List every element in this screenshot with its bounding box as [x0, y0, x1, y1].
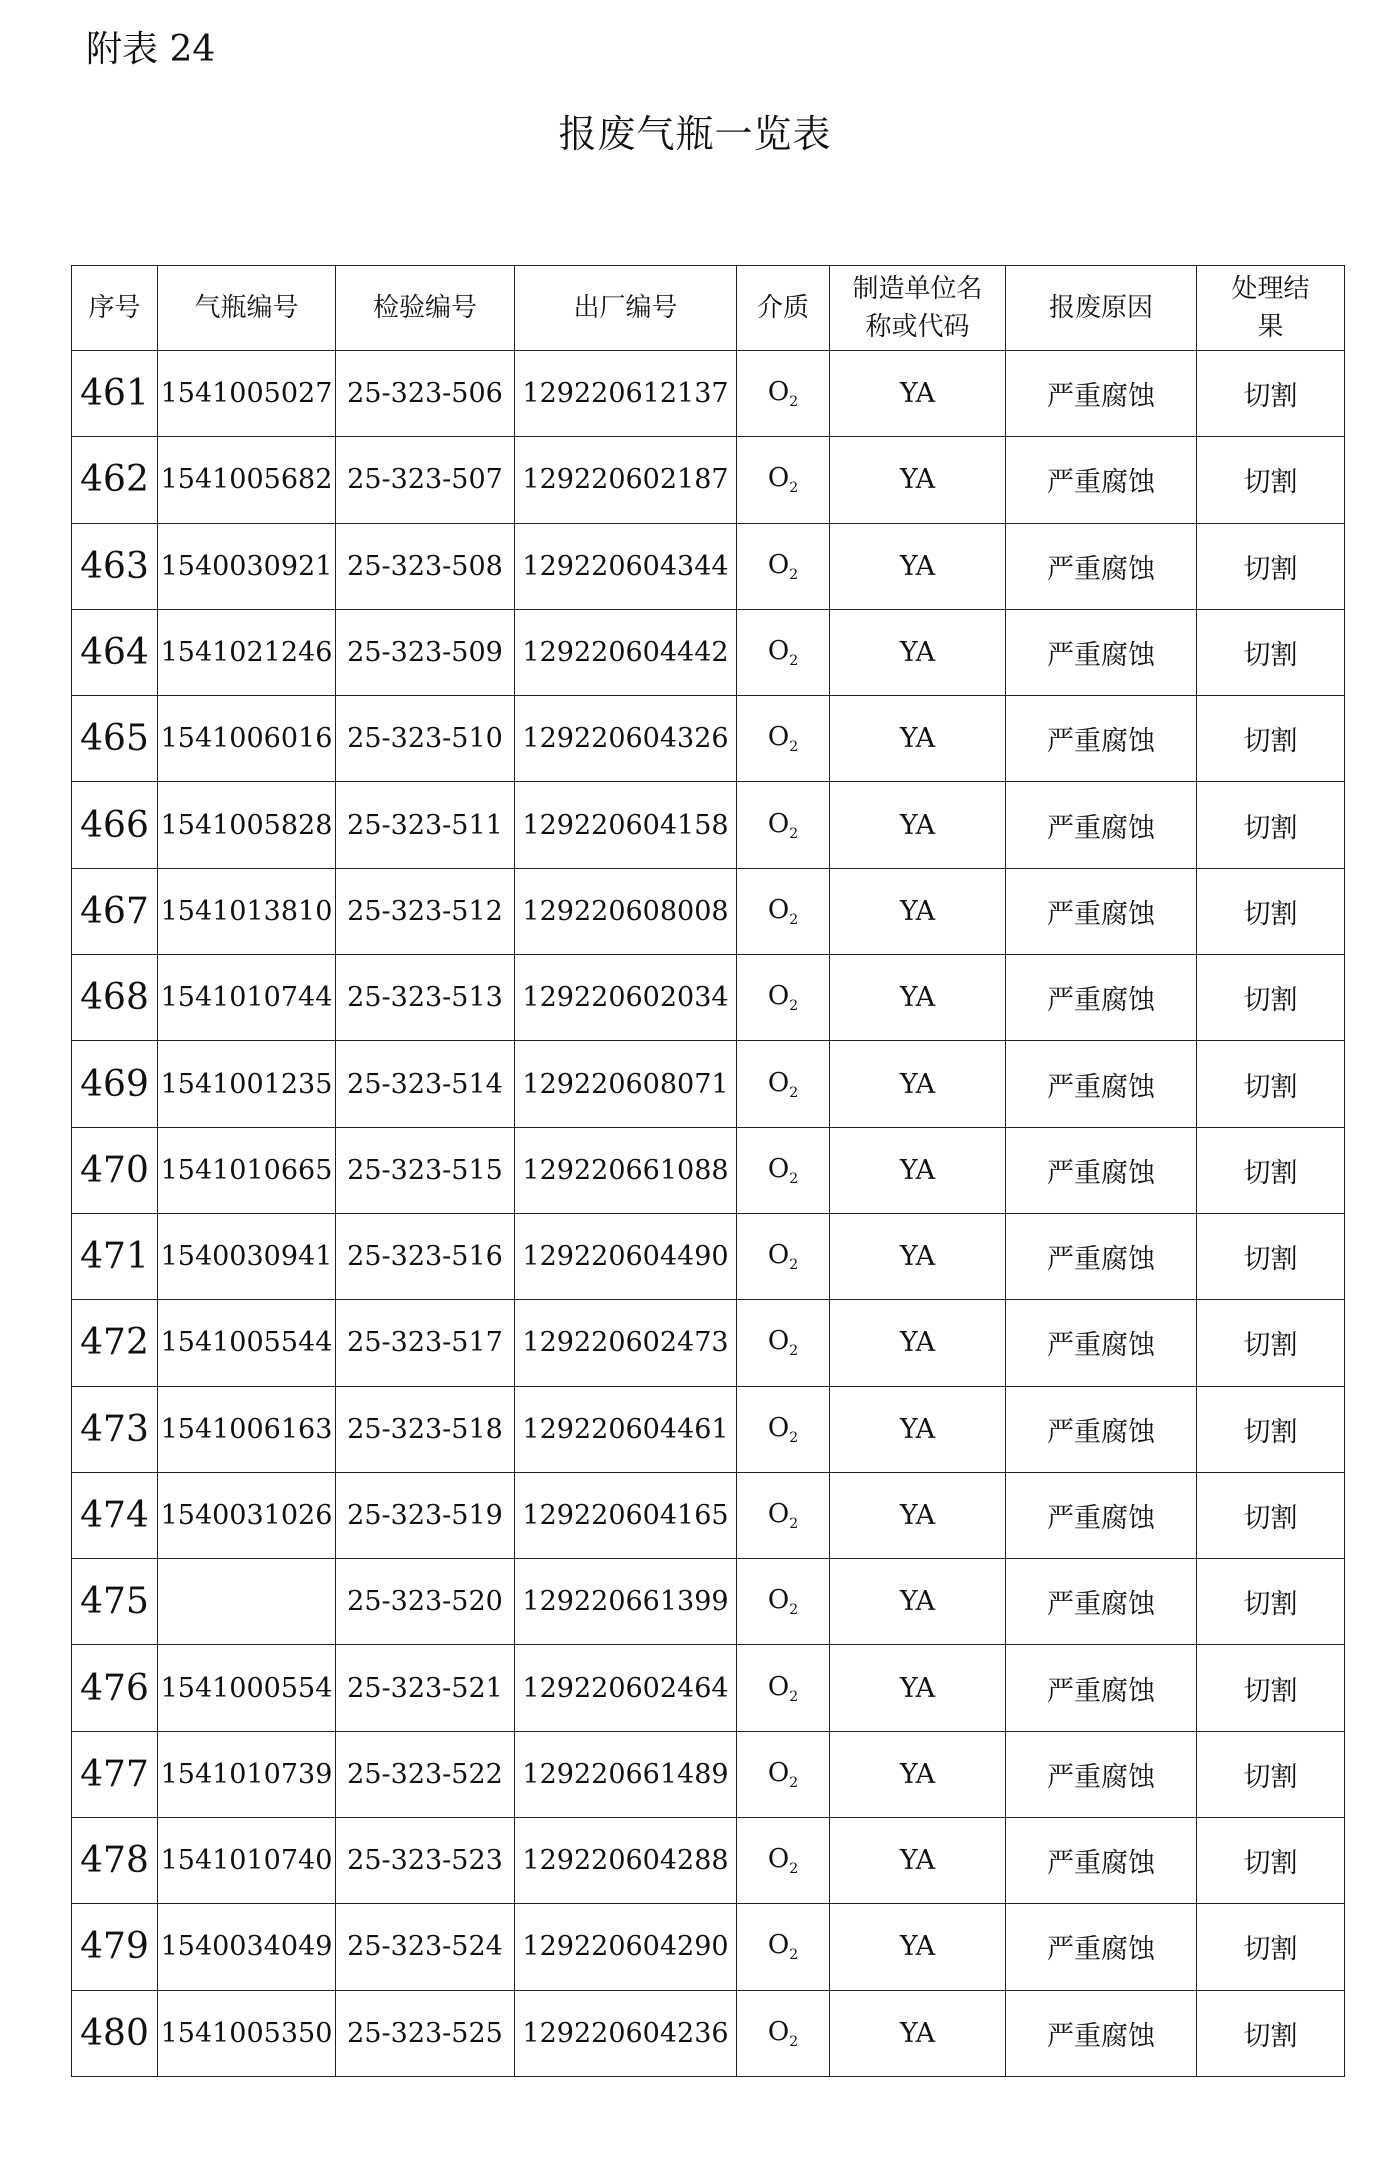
cell-factory-no: 129220604165	[515, 1472, 737, 1558]
cell-result: 切割	[1197, 1904, 1345, 1990]
medium-subscript: 2	[789, 911, 799, 928]
cell-medium	[737, 1300, 830, 1386]
medium-subscript: 2	[789, 2033, 799, 2050]
table-body	[72, 351, 1345, 2077]
cell-inspection-no: 25-323-516	[336, 1213, 515, 1299]
cell-seq: 466	[72, 782, 158, 868]
cell-inspection-no: 25-323-524	[336, 1904, 515, 1990]
medium-subscript: 2	[789, 1429, 799, 1446]
cell-medium	[737, 523, 830, 609]
header-medium: 介质	[737, 266, 830, 351]
cell-cylinder-no: 1540031026	[158, 1472, 336, 1558]
cell-result: 切割	[1197, 1990, 1345, 2076]
cell-cylinder-no: 1541005544	[158, 1300, 336, 1386]
medium-subscript: 2	[789, 1343, 799, 1360]
cell-factory-no: 129220604158	[515, 782, 737, 868]
cell-reason: 严重腐蚀	[1006, 1645, 1197, 1731]
medium-subscript: 2	[789, 394, 799, 411]
cell-seq: 467	[72, 868, 158, 954]
cell-seq: 469	[72, 1041, 158, 1127]
cell-inspection-no: 25-323-506	[336, 351, 515, 437]
cell-medium	[737, 1386, 830, 1472]
medium-symbol: O	[767, 981, 790, 1012]
cell-cylinder-no: 1541013810	[158, 868, 336, 954]
cell-seq: 480	[72, 1990, 158, 2076]
cell-cylinder-no: 1540034049	[158, 1904, 336, 1990]
cell-cylinder-no: 1541010744	[158, 955, 336, 1041]
medium-symbol: O	[767, 722, 790, 753]
cell-seq: 465	[72, 696, 158, 782]
cell-factory-no: 129220604288	[515, 1818, 737, 1904]
medium-subscript: 2	[789, 1257, 799, 1274]
cell-factory-no: 129220604344	[515, 523, 737, 609]
table-row	[72, 609, 1345, 695]
cell-seq: 471	[72, 1213, 158, 1299]
cell-factory-no: 129220608071	[515, 1041, 737, 1127]
cell-inspection-no: 25-323-522	[336, 1731, 515, 1817]
medium-symbol: O	[767, 1067, 790, 1098]
medium-subscript: 2	[789, 825, 799, 842]
cell-inspection-no: 25-323-523	[336, 1818, 515, 1904]
medium-symbol: O	[767, 1930, 790, 1961]
cell-cylinder-no: 1541000554	[158, 1645, 336, 1731]
cell-seq: 477	[72, 1731, 158, 1817]
cell-inspection-no: 25-323-512	[336, 868, 515, 954]
header-reason: 报废原因	[1006, 266, 1197, 351]
cell-reason: 严重腐蚀	[1006, 1127, 1197, 1213]
cell-seq: 475	[72, 1559, 158, 1645]
header-manufacturer-line1: 制造单位名	[852, 274, 983, 304]
cell-inspection-no: 25-323-511	[336, 782, 515, 868]
cell-manufacturer: YA	[830, 1645, 1006, 1731]
cell-cylinder-no: 1540030941	[158, 1213, 336, 1299]
cell-factory-no: 129220602034	[515, 955, 737, 1041]
cell-inspection-no: 25-323-514	[336, 1041, 515, 1127]
cell-seq: 473	[72, 1386, 158, 1472]
cell-reason: 严重腐蚀	[1006, 351, 1197, 437]
cell-medium	[737, 1731, 830, 1817]
cell-medium	[737, 1041, 830, 1127]
cell-cylinder-no: 1541005027	[158, 351, 336, 437]
medium-symbol: O	[767, 2016, 790, 2047]
medium-subscript: 2	[789, 998, 799, 1015]
cell-result: 切割	[1197, 351, 1345, 437]
cell-manufacturer: YA	[830, 523, 1006, 609]
cell-manufacturer: YA	[830, 1472, 1006, 1558]
cell-result: 切割	[1197, 1559, 1345, 1645]
cell-factory-no: 129220612137	[515, 351, 737, 437]
medium-symbol: O	[767, 377, 790, 408]
cell-manufacturer: YA	[830, 1300, 1006, 1386]
cell-factory-no: 129220608008	[515, 868, 737, 954]
table-header-row	[72, 266, 1345, 351]
table-row	[72, 1300, 1345, 1386]
table-row	[72, 1559, 1345, 1645]
cell-cylinder-no: 1540030921	[158, 523, 336, 609]
table-row	[72, 351, 1345, 437]
cell-seq: 478	[72, 1818, 158, 1904]
medium-symbol: O	[767, 1240, 790, 1271]
table-row	[72, 1731, 1345, 1817]
cell-factory-no: 129220604461	[515, 1386, 737, 1472]
cell-factory-no: 129220604326	[515, 696, 737, 782]
header-result-line1: 处理结	[1231, 274, 1310, 304]
medium-subscript: 2	[789, 1947, 799, 1964]
cell-factory-no: 129220604236	[515, 1990, 737, 2076]
medium-subscript: 2	[789, 1774, 799, 1791]
cell-manufacturer: YA	[830, 1559, 1006, 1645]
medium-symbol: O	[767, 1757, 790, 1788]
cell-seq: 468	[72, 955, 158, 1041]
medium-subscript: 2	[789, 1516, 799, 1532]
cell-cylinder-no: 1541005350	[158, 1990, 336, 2076]
cell-manufacturer: YA	[830, 1386, 1006, 1472]
cell-manufacturer: YA	[830, 437, 1006, 523]
cell-medium	[737, 437, 830, 523]
cell-medium	[737, 1127, 830, 1213]
header-cylinder-no: 气瓶编号	[158, 266, 336, 351]
cell-medium	[737, 782, 830, 868]
table-row	[72, 437, 1345, 523]
appendix-label: 附表 24	[86, 29, 216, 70]
scrapped-cylinder-table	[71, 265, 1345, 2077]
cell-medium	[737, 1213, 830, 1299]
medium-subscript: 2	[789, 1688, 799, 1705]
table-row	[72, 1386, 1345, 1472]
cell-reason: 严重腐蚀	[1006, 782, 1197, 868]
cell-cylinder-no: 1541010739	[158, 1731, 336, 1817]
cell-manufacturer: YA	[830, 868, 1006, 954]
medium-symbol: O	[767, 1671, 790, 1702]
table-row	[72, 523, 1345, 609]
cell-cylinder-no: 1541021246	[158, 609, 336, 695]
cell-medium	[737, 955, 830, 1041]
cell-reason: 严重腐蚀	[1006, 523, 1197, 609]
cell-reason: 严重腐蚀	[1006, 1818, 1197, 1904]
cell-manufacturer: YA	[830, 782, 1006, 868]
cell-factory-no: 129220604442	[515, 609, 737, 695]
cell-cylinder-no: 1541006016	[158, 696, 336, 782]
table-row	[72, 1472, 1345, 1558]
cell-seq: 476	[72, 1645, 158, 1731]
cell-reason: 严重腐蚀	[1006, 955, 1197, 1041]
table-row	[72, 1818, 1345, 1904]
cell-manufacturer: YA	[830, 955, 1006, 1041]
cell-inspection-no: 25-323-517	[336, 1300, 515, 1386]
cell-cylinder-no: 1541005682	[158, 437, 336, 523]
cell-factory-no: 129220661489	[515, 1731, 737, 1817]
medium-subscript: 2	[789, 1861, 799, 1878]
table-row	[72, 1127, 1345, 1213]
table-row	[72, 868, 1345, 954]
header-inspection-no: 检验编号	[336, 266, 515, 351]
cell-result: 切割	[1197, 1386, 1345, 1472]
cell-inspection-no: 25-323-519	[336, 1472, 515, 1558]
cell-manufacturer: YA	[830, 1041, 1006, 1127]
table-row	[72, 1990, 1345, 2076]
header-result	[1197, 266, 1345, 351]
cell-cylinder-no: 1541006163	[158, 1386, 336, 1472]
medium-subscript: 2	[789, 1170, 799, 1187]
cell-reason: 严重腐蚀	[1006, 1386, 1197, 1472]
cell-medium	[737, 1818, 830, 1904]
cell-medium	[737, 1472, 830, 1558]
medium-symbol: O	[767, 808, 790, 839]
table-row	[72, 1213, 1345, 1299]
cell-result: 切割	[1197, 1300, 1345, 1386]
cell-reason: 严重腐蚀	[1006, 1300, 1197, 1386]
medium-symbol: O	[767, 1412, 790, 1443]
cell-reason: 严重腐蚀	[1006, 1559, 1197, 1645]
cell-factory-no: 129220604290	[515, 1904, 737, 1990]
cell-inspection-no: 25-323-508	[336, 523, 515, 609]
table-row	[72, 782, 1345, 868]
cell-medium	[737, 1559, 830, 1645]
table-row	[72, 1904, 1345, 1990]
medium-subscript: 2	[789, 1084, 799, 1101]
cell-manufacturer: YA	[830, 609, 1006, 695]
header-manufacturer	[830, 266, 1006, 351]
cell-result: 切割	[1197, 782, 1345, 868]
cell-result: 切割	[1197, 868, 1345, 954]
cell-seq: 474	[72, 1472, 158, 1558]
cell-reason: 严重腐蚀	[1006, 868, 1197, 954]
cell-inspection-no: 25-323-515	[336, 1127, 515, 1213]
cell-inspection-no: 25-323-525	[336, 1990, 515, 2076]
cell-reason: 严重腐蚀	[1006, 696, 1197, 782]
cell-result: 切割	[1197, 609, 1345, 695]
cell-manufacturer: YA	[830, 1904, 1006, 1990]
medium-subscript: 2	[789, 566, 799, 583]
cell-factory-no: 129220602464	[515, 1645, 737, 1731]
cell-seq: 472	[72, 1300, 158, 1386]
medium-symbol: O	[767, 1153, 790, 1184]
medium-symbol: O	[767, 894, 790, 925]
cell-inspection-no: 25-323-509	[336, 609, 515, 695]
cell-manufacturer: YA	[830, 1213, 1006, 1299]
header-factory-no: 出厂编号	[515, 266, 737, 351]
cell-result: 切割	[1197, 523, 1345, 609]
table-row	[72, 955, 1345, 1041]
cell-inspection-no: 25-323-513	[336, 955, 515, 1041]
cell-cylinder-no	[158, 1559, 336, 1645]
header-seq: 序号	[72, 266, 158, 351]
medium-subscript: 2	[789, 739, 799, 756]
cell-reason: 严重腐蚀	[1006, 609, 1197, 695]
cell-medium	[737, 609, 830, 695]
table-row	[72, 1041, 1345, 1127]
cell-factory-no: 129220602473	[515, 1300, 737, 1386]
cell-seq: 461	[72, 351, 158, 437]
medium-symbol: O	[767, 1844, 790, 1875]
cell-factory-no: 129220604490	[515, 1213, 737, 1299]
cell-seq: 463	[72, 523, 158, 609]
cell-reason: 严重腐蚀	[1006, 1904, 1197, 1990]
cell-cylinder-no: 1541005828	[158, 782, 336, 868]
page-title: 报废气瓶一览表	[558, 112, 832, 156]
cell-result: 切割	[1197, 1213, 1345, 1299]
cell-medium	[737, 696, 830, 782]
medium-symbol: O	[767, 549, 790, 580]
cell-factory-no: 129220661088	[515, 1127, 737, 1213]
cell-manufacturer: YA	[830, 1818, 1006, 1904]
cell-result: 切割	[1197, 1127, 1345, 1213]
cell-result: 切割	[1197, 1731, 1345, 1817]
cell-cylinder-no: 1541010665	[158, 1127, 336, 1213]
cell-manufacturer: YA	[830, 1127, 1006, 1213]
header-manufacturer-line2: 称或代码	[865, 312, 970, 342]
cell-medium	[737, 868, 830, 954]
cell-reason: 严重腐蚀	[1006, 1041, 1197, 1127]
cell-manufacturer: YA	[830, 1731, 1006, 1817]
cell-reason: 严重腐蚀	[1006, 1213, 1197, 1299]
cell-result: 切割	[1197, 1472, 1345, 1558]
cell-cylinder-no: 1541010740	[158, 1818, 336, 1904]
cell-inspection-no: 25-323-518	[336, 1386, 515, 1472]
cell-reason: 严重腐蚀	[1006, 1731, 1197, 1817]
medium-symbol: O	[767, 1326, 790, 1357]
cell-result: 切割	[1197, 437, 1345, 523]
cell-manufacturer: YA	[830, 351, 1006, 437]
cell-seq: 470	[72, 1127, 158, 1213]
cell-result: 切割	[1197, 1041, 1345, 1127]
cell-manufacturer: YA	[830, 696, 1006, 782]
medium-symbol: O	[767, 636, 790, 667]
medium-subscript: 2	[789, 480, 799, 497]
cell-manufacturer: YA	[830, 1990, 1006, 2076]
cell-factory-no: 129220602187	[515, 437, 737, 523]
cell-factory-no: 129220661399	[515, 1559, 737, 1645]
medium-subscript: 2	[789, 1602, 799, 1619]
cell-medium	[737, 1645, 830, 1731]
cell-inspection-no: 25-323-510	[336, 696, 515, 782]
medium-symbol: O	[767, 1585, 790, 1616]
table-row	[72, 696, 1345, 782]
cell-result: 切割	[1197, 1645, 1345, 1731]
cell-seq: 479	[72, 1904, 158, 1990]
cell-cylinder-no: 1541001235	[158, 1041, 336, 1127]
cell-inspection-no: 25-323-507	[336, 437, 515, 523]
cell-reason: 严重腐蚀	[1006, 437, 1197, 523]
cell-medium	[737, 351, 830, 437]
medium-symbol: O	[767, 463, 790, 494]
cell-seq: 464	[72, 609, 158, 695]
cell-result: 切割	[1197, 1818, 1345, 1904]
medium-subscript: 2	[789, 653, 799, 670]
cell-reason: 严重腐蚀	[1006, 1472, 1197, 1558]
table-row	[72, 1645, 1345, 1731]
cell-result: 切割	[1197, 696, 1345, 782]
cell-medium	[737, 1990, 830, 2076]
medium-symbol: O	[767, 1499, 790, 1529]
header-result-line2: 果	[1257, 312, 1284, 342]
cell-inspection-no: 25-323-520	[336, 1559, 515, 1645]
cell-inspection-no: 25-323-521	[336, 1645, 515, 1731]
cell-result: 切割	[1197, 955, 1345, 1041]
cell-medium	[737, 1904, 830, 1990]
cell-reason: 严重腐蚀	[1006, 1990, 1197, 2076]
cell-seq: 462	[72, 437, 158, 523]
